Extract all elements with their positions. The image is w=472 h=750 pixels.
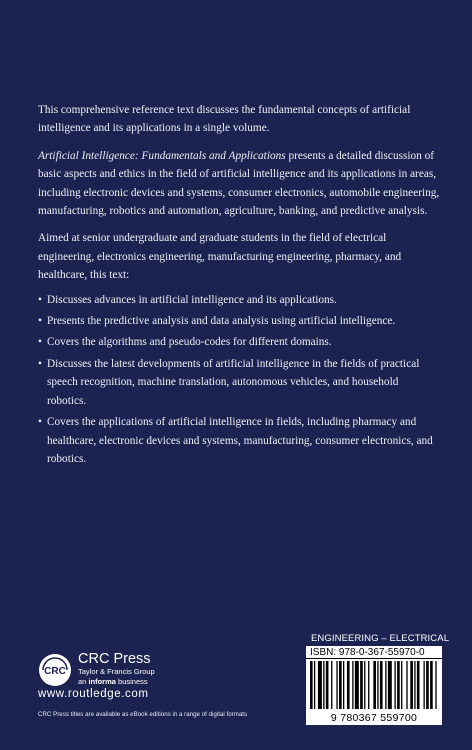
barcode-bar bbox=[368, 661, 369, 709]
barcode-bar bbox=[339, 661, 342, 709]
feature-text: Discusses the latest developments of artificial intelligence in the fields of practical speech recognition, machine translation, autonomous vehicles, and household robotics. bbox=[47, 357, 420, 407]
feature-text: Covers the applications of artificial intelligence in fields, including pharmacy and healthcare, electronic devices and systems, manufacturing, consumer electronics, and robotics. bbox=[47, 416, 433, 465]
book-summary-paragraph bbox=[38, 147, 440, 221]
barcode-bar bbox=[388, 661, 392, 709]
barcode-bar bbox=[414, 661, 415, 709]
ebook-note: CRC Press titles are available as eBook editions in a range of digital formats bbox=[38, 711, 248, 718]
isbn-label: ISBN: 978-0-367-55970-0 bbox=[306, 646, 442, 659]
barcode-bar bbox=[397, 661, 400, 709]
audience-paragraph: Aimed at senior undergraduate and graduate students in the field of electrical engineering, electronics engineering, manufacturing engineering, pharmacy, and healthcare, this text: bbox=[38, 232, 402, 282]
barcode-bar bbox=[401, 661, 402, 709]
feature-text: Presents the predictive analysis and data analysis using artificial intelligence. bbox=[47, 315, 396, 328]
business-suffix: business bbox=[115, 676, 148, 686]
feature-item bbox=[38, 291, 440, 309]
feature-item bbox=[38, 355, 440, 410]
book-title: Artificial Intelligence: Fundamentals and Applications bbox=[38, 149, 286, 162]
publisher-website[interactable]: www.routledge.com bbox=[38, 688, 149, 700]
barcode-bar bbox=[364, 661, 365, 709]
barcode-bar bbox=[352, 661, 353, 709]
barcode-graphic bbox=[310, 661, 438, 709]
bullet-icon: • bbox=[38, 357, 42, 370]
barcode-bar bbox=[435, 661, 436, 709]
bullet-icon: • bbox=[38, 416, 42, 429]
barcode-bar bbox=[336, 661, 337, 709]
barcode-bar bbox=[385, 661, 386, 709]
feature-list bbox=[38, 291, 440, 469]
barcode-bar bbox=[423, 661, 424, 709]
book-summary-text: presents a detailed discussion of basic aspects and ethics in the field of artificial intelligence and its applications in areas, including electronic devices and systems, consumer electronics, automobile engineering, manufacturing, robotics and automation, agriculture, banking, and predictive analysis. bbox=[38, 149, 440, 218]
feature-text: Discusses advances in artificial intelligence and its applications. bbox=[47, 293, 337, 306]
barcode-bar bbox=[430, 661, 433, 709]
barcode-bar bbox=[360, 661, 363, 709]
barcode-bar bbox=[343, 661, 344, 709]
feature-item bbox=[38, 312, 440, 330]
barcode-bar bbox=[326, 661, 329, 709]
back-cover-description bbox=[38, 101, 440, 471]
barcode-bar bbox=[373, 661, 376, 709]
publisher-block bbox=[78, 651, 155, 686]
barcode-bar bbox=[417, 661, 420, 709]
barcode-bar bbox=[380, 661, 383, 709]
bullet-icon: • bbox=[38, 293, 42, 306]
barcode-digits: 9 780367 559700 bbox=[330, 712, 418, 724]
business-prefix: an bbox=[78, 676, 89, 686]
barcode-bar bbox=[377, 661, 378, 709]
barcode-bar bbox=[347, 661, 350, 709]
svg-text:CRC: CRC bbox=[44, 666, 66, 677]
bullet-icon: • bbox=[38, 315, 42, 328]
feature-item bbox=[38, 333, 440, 351]
isbn-barcode-box bbox=[306, 646, 442, 725]
subject-category: ENGINEERING – ELECTRICAL bbox=[311, 633, 450, 644]
crc-press-logo bbox=[38, 653, 72, 687]
barcode-bar bbox=[410, 661, 413, 709]
feature-text: Covers the algorithms and pseudo-codes for different domains. bbox=[47, 336, 332, 349]
barcode-bar bbox=[394, 661, 395, 709]
barcode-bar bbox=[406, 661, 407, 709]
publisher-group: Taylor & Francis Group bbox=[78, 667, 155, 676]
barcode-bar bbox=[355, 661, 359, 709]
intro-paragraph: This comprehensive reference text discusses the fundamental concepts of artificial intelligence and its applications in a single volume. bbox=[38, 104, 411, 135]
barcode-bar bbox=[323, 661, 324, 709]
barcode-bar bbox=[314, 661, 315, 709]
barcode-bar bbox=[310, 661, 313, 709]
publisher-business bbox=[78, 677, 155, 687]
publisher-name: CRC Press bbox=[78, 651, 151, 667]
business-brand: informa bbox=[88, 676, 116, 686]
bullet-icon: • bbox=[38, 336, 42, 349]
barcode-bar bbox=[331, 661, 332, 709]
feature-item bbox=[38, 413, 440, 468]
barcode-bar bbox=[318, 661, 322, 709]
barcode-bar bbox=[426, 661, 429, 709]
